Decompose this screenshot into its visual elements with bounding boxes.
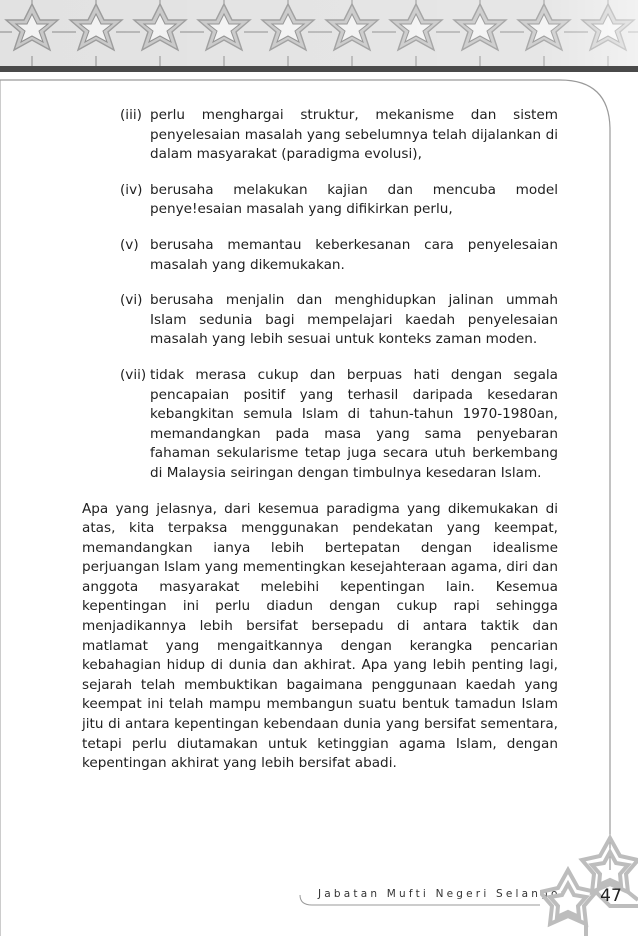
header-pattern-banner	[0, 0, 638, 80]
page-content	[82, 106, 558, 774]
list-item	[82, 181, 558, 220]
list-item-text: berusaha melakukan kajian dan mencuba model penye!esaian masalah yang difikirkan perlu,	[150, 181, 558, 218]
list-item	[82, 236, 558, 275]
list-item	[82, 366, 558, 484]
list-item-number: (v)	[120, 236, 139, 253]
body-paragraph: Apa yang jelasnya, dari kesemua paradigma yang dikemukakan di atas, kita terpaksa menggunakan pendekatan yang keempat, memandangkan ianya lebih bertepatan dengan idealisme perjuangan Islam yang mementingkan kesejahteraan agama, diri dan anggota masyarakat melebihi kepentingan lain. Kesemua kepentingan ini perlu diadun dengan cukup rapi sehingga menjadikannya lebih bersifat bersepadu di antara taktik dan matlamat yang mengaitkannya dengan kerangka pencarian kebahagian hidup di dunia dan akhirat. Apa yang lebih penting lagi, sejarah telah membuktikan bagaimana penggunaan kaedah yang keempat ini telah mampu membangun suatu bentuk tamadun Islam jitu di antara kepentingan kebendaan dunia yang bersifat sementara, tetapi perlu diutamakan untuk ketinggian agama Islam, dengan kepentingan akhirat yang lebih bersifat abadi.	[82, 500, 558, 772]
list-item-number: (vii)	[120, 366, 147, 383]
list-item-number: (iii)	[120, 107, 142, 123]
list-item-text: berusaha memantau keberkesanan cara penyelesaian masalah yang dikemukakan.	[150, 236, 558, 273]
footer-publisher: Jabatan Mufti Negeri Selangor	[318, 888, 569, 900]
list-item-text: perlu menghargai struktur, mekanisme dan sistem penyelesaian masalah yang sebelumnya telah dijalankan di dalam masyarakat (paradigma evolusi),	[150, 107, 558, 163]
list-item-text: berusaha menjalin dan menghidupkan jalinan ummah Islam sedunia bagi mempelajari kaedah penyelesaian masalah yang lebih sesuai untuk konteks zaman moden.	[150, 292, 558, 348]
list-item	[82, 106, 558, 165]
list-item	[82, 291, 558, 350]
list-item-number: (iv)	[120, 181, 143, 198]
list-item-text: tidak merasa cukup dan berpuas hati dengan segala pencapaian positif yang terhasil daripada kesedaran kebangkitan semula Islam di tahun-tahun 1970-1980an, memandangkan pada masa yang sama penyebaran fahaman sekularisme tetap juga secara utuh berkembang di Malaysia seiringan dengan timbulnya kesedaran Islam.	[150, 366, 558, 481]
list-item-number: (vi)	[120, 292, 143, 309]
islamic-star-pattern-icon	[0, 0, 638, 80]
page-number: 47	[600, 886, 622, 906]
